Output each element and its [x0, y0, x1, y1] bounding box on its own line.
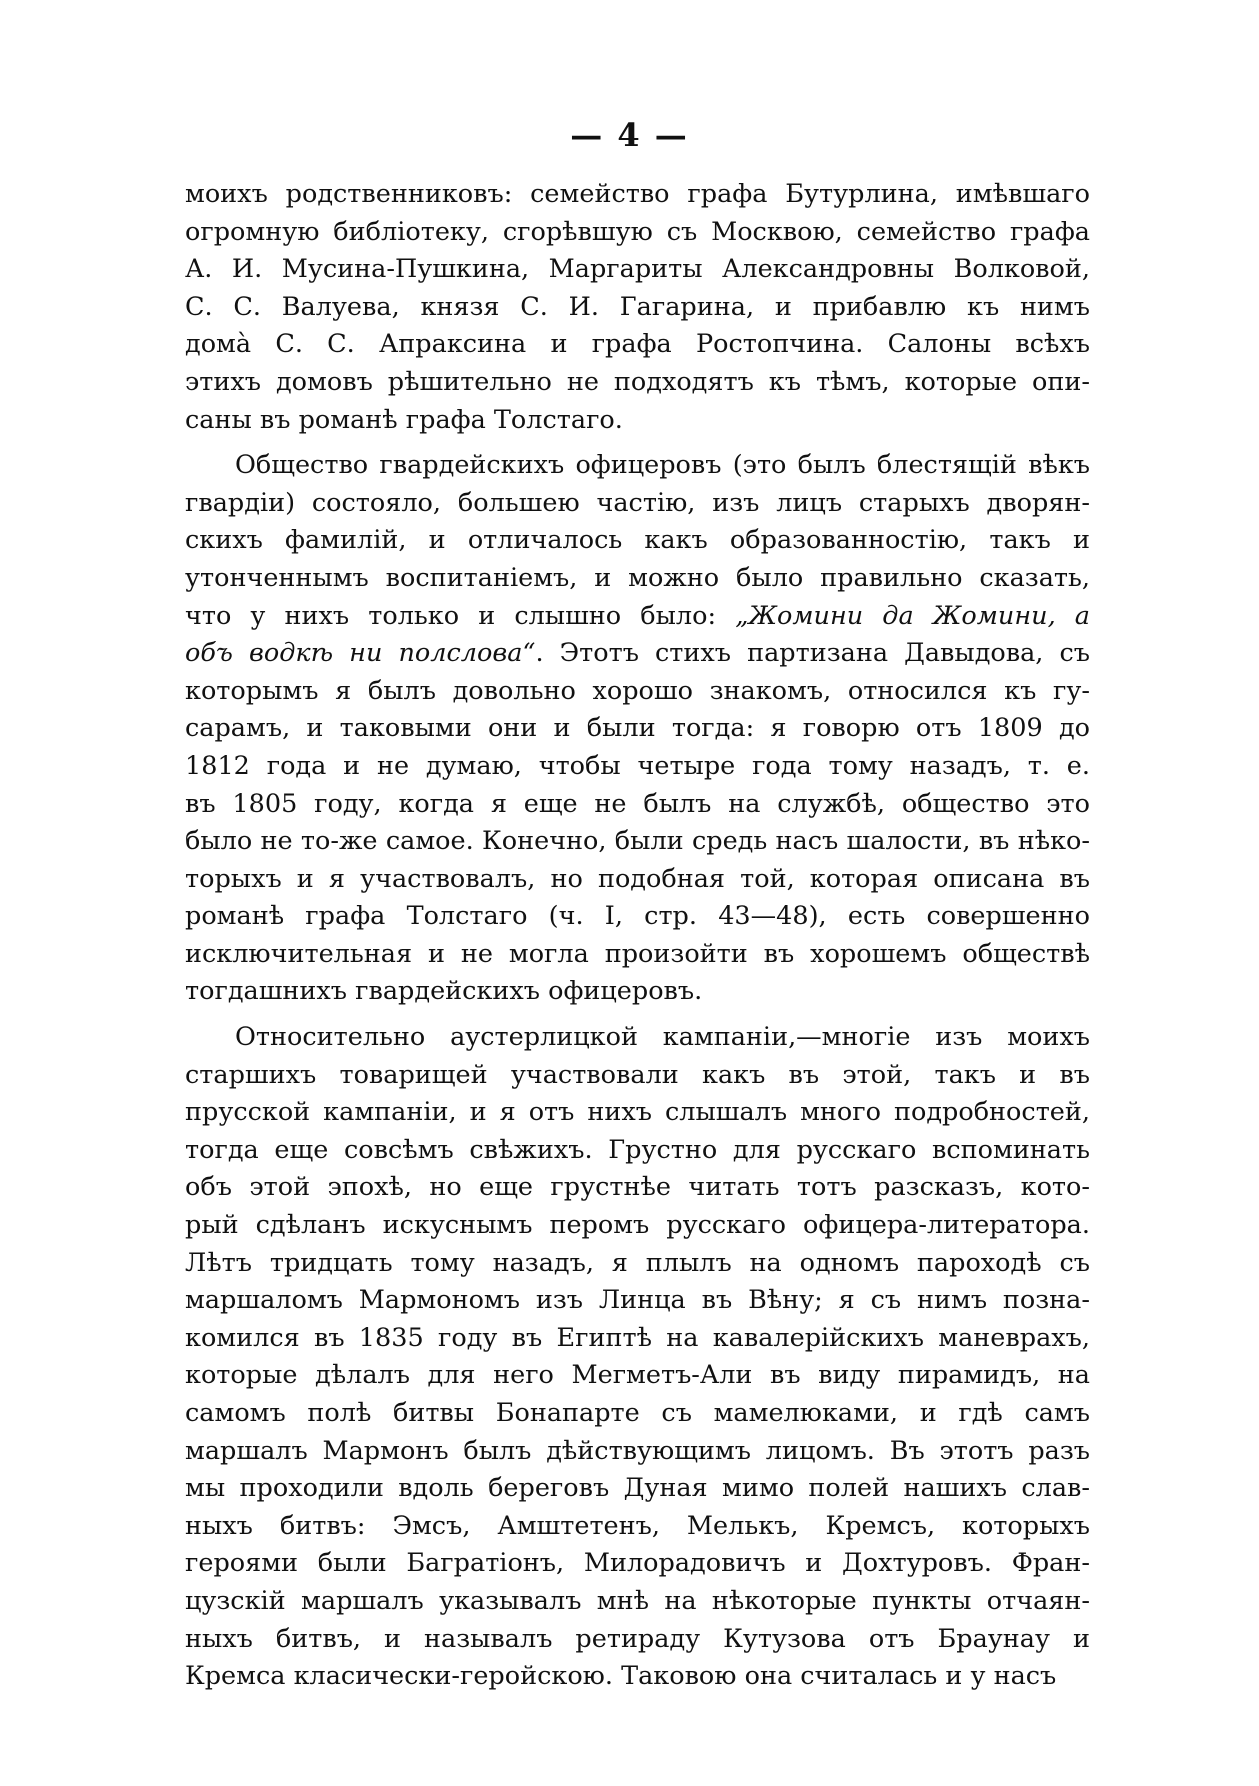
paragraph-gap — [185, 439, 1090, 447]
text-line: этихъ домовъ рѣшительно не подходятъ къ тѣмъ, которые опи- — [185, 366, 1090, 397]
text-line: тогда еще совсѣмъ свѣжихъ. Грустно для русскаго вспоминать — [185, 1134, 1090, 1165]
text-line: старшихъ товарищей участвовали какъ въ этой, такъ и въ — [185, 1059, 1090, 1090]
text-line: въ 1805 году, когда я еще не былъ на службѣ, общество это — [185, 788, 1090, 819]
text-line: объ этой эпохѣ, но еще грустнѣе читать тотъ разсказъ, кото- — [185, 1172, 1090, 1203]
text-line: утонченнымъ воспитаніемъ, и можно было правильно сказать, — [185, 562, 1090, 593]
text-line: С. С. Валуева, князя С. И. Гагарина, и прибавлю къ нимъ — [185, 291, 1090, 322]
text-span: что у нихъ только и слышно было: — [185, 600, 736, 631]
text-line: Лѣтъ тридцать тому назадъ, я плылъ на одномъ пароходѣ съ — [185, 1247, 1090, 1278]
text-line: маршалъ Мармонъ былъ дѣйствующимъ лицомъ. Въ этотъ разъ — [185, 1435, 1090, 1466]
text-line: Кремса класически-геройскою. Таковою она считалась и у насъ — [185, 1661, 1057, 1692]
italic-quote: объ водкѣ ни полслова“ — [185, 638, 536, 669]
text-line: домà С. С. Апраксина и графа Ростопчина. Салоны всѣхъ — [185, 329, 1090, 360]
paragraph — [185, 1019, 1090, 1696]
text-line: цузскій маршалъ указывалъ мнѣ на нѣкоторые пункты отчаян- — [185, 1585, 1090, 1616]
text-line: которымъ я былъ довольно хорошо знакомъ, относился къ гу- — [185, 675, 1090, 706]
text-line: А. И. Мусина-Пушкина, Маргариты Александровны Волковой, — [185, 254, 1090, 285]
text-span: . Этотъ стихъ партизана Давыдова, съ — [535, 638, 1090, 669]
text-line: ныхъ битвъ: Эмсъ, Амштетенъ, Мелькъ, Кремсъ, которыхъ — [185, 1510, 1090, 1541]
text-line: было не то-же самое. Конечно, были средь насъ шалости, въ нѣко- — [185, 826, 1090, 857]
text-line: маршаломъ Мармономъ изъ Линца въ Вѣну; я съ нимъ позна- — [185, 1285, 1090, 1316]
body-text — [185, 176, 1090, 1696]
page-number: — 4 — — [570, 116, 689, 154]
text-line: огромную библіотеку, сгорѣвшую съ Москвою, семейство графа — [185, 216, 1090, 247]
text-line: гвардіи) состояло, большею частію, изъ лицъ старыхъ дворян- — [185, 487, 1090, 518]
text-line: комился въ 1835 году въ Египтѣ на кавалерійскихъ маневрахъ, — [185, 1322, 1090, 1353]
text-line: которые дѣлалъ для него Мегметъ-Али въ виду пирамидъ, на — [185, 1360, 1090, 1391]
text-line: Относительно аустерлицкой кампаніи,—многіе изъ моихъ — [235, 1022, 1090, 1053]
text-line: сарамъ, и таковыми они и были тогда: я говорю отъ 1809 до — [185, 713, 1090, 744]
paragraph-gap — [185, 1011, 1090, 1019]
text-line: ныхъ битвъ, и называлъ ретираду Кутузова отъ Браунау и — [185, 1623, 1090, 1654]
text-line: исключительная и не могла произойти въ хорошемъ обществѣ — [185, 938, 1090, 969]
text-line — [185, 635, 1090, 673]
text-line: торыхъ и я участвовалъ, но подобная той, которая описана въ — [185, 863, 1090, 894]
text-line: саны въ романѣ графа Толстаго. — [185, 404, 623, 435]
text-line: самомъ полѣ битвы Бонапарте съ мамелюками, и гдѣ самъ — [185, 1398, 1090, 1428]
text-line: скихъ фамилій, и отличалось какъ образованностію, такъ и — [185, 525, 1090, 556]
text-line: героями были Багратіонъ, Милорадовичъ и Дохтуровъ. Фран- — [185, 1548, 1090, 1579]
paragraph — [185, 176, 1090, 439]
text-line: мы проходили вдоль береговъ Дуная мимо полей нашихъ слав- — [185, 1473, 1090, 1504]
text-line: романѣ графа Толстаго (ч. I, стр. 43—48), есть совершенно — [185, 901, 1090, 932]
text-line: Общество гвардейскихъ офицеровъ (это былъ блестящій вѣкъ — [235, 450, 1090, 481]
text-line: 1812 года и не думаю, чтобы четыре года тому назадъ, т. е. — [185, 750, 1090, 781]
text-line: моихъ родственниковъ: семейство графа Бутурлина, имѣвшаго — [185, 179, 1090, 209]
text-line: рый сдѣланъ искуснымъ перомъ русскаго офицера-литератора. — [185, 1210, 1090, 1241]
paragraph — [185, 447, 1090, 1011]
text-line: прусской кампаніи, и я отъ нихъ слышалъ много подробностей, — [185, 1097, 1090, 1128]
text-line: тогдашнихъ гвардейскихъ офицеровъ. — [185, 976, 703, 1007]
italic-quote: „Жомини да Жомини, а — [735, 600, 1090, 631]
text-line — [185, 598, 1090, 636]
